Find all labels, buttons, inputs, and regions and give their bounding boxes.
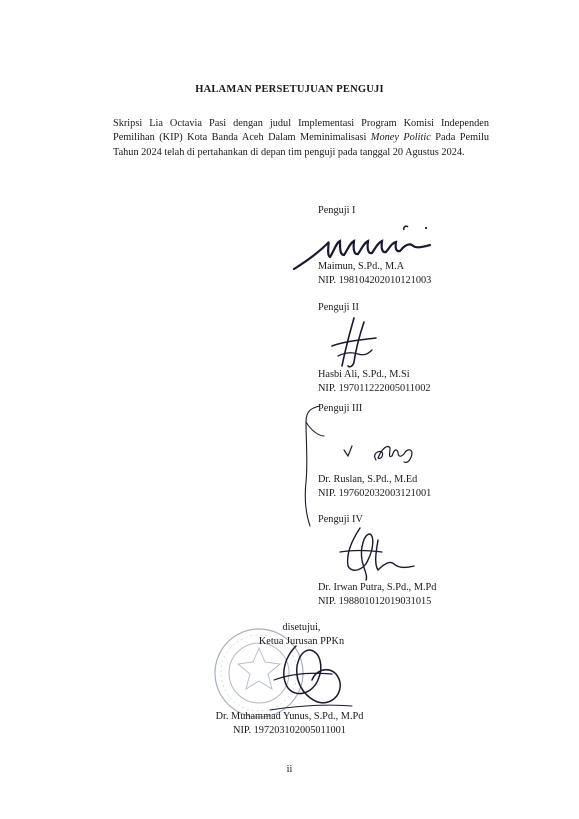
- examiner-2-role: Penguji II: [318, 302, 359, 313]
- approver-details: [0, 710, 579, 738]
- examiner-4-details: [318, 581, 436, 608]
- approved-label: disetujui,: [282, 622, 321, 633]
- examiner-2-signature: [328, 316, 388, 372]
- approver-position: Ketua Jurusan PPKn: [258, 636, 345, 647]
- examiner-3-role: Penguji III: [318, 403, 363, 414]
- statement-text-start: Skripsi Lia Octavia Pasi dengan judul Implementasi Program Komisi Independen Pemilihan (KIP) Kota Banda Aceh Dalam Meminimalisasi: [113, 118, 489, 144]
- examiner-1-nip: NIP. 198104202010121003: [318, 274, 432, 286]
- examiner-1-role: Penguji I: [318, 205, 356, 216]
- examiner-3-bracket-signature: [296, 402, 326, 532]
- examiner-4-role: Penguji IV: [318, 514, 363, 525]
- examiner-4-nip: NIP. 198801012019031015: [318, 595, 432, 607]
- examiner-3-nip: NIP. 197602032003121001: [318, 487, 432, 499]
- examiner-1-name: Maimun, S.Pd., M.A: [318, 261, 405, 272]
- approver-signature: [266, 640, 356, 714]
- examiner-2-name: Hasbi Ali, S.Pd., M.Si: [318, 369, 410, 380]
- page-number: ii: [286, 764, 293, 775]
- approval-statement: [113, 117, 489, 160]
- approver-name: Dr. Muhammad Yunus, S.Pd., M.Pd: [215, 711, 364, 722]
- examiner-3-signature: [340, 440, 420, 468]
- approver-nip: NIP. 197203102005011001: [233, 725, 346, 736]
- examiner-2-details: [318, 368, 431, 395]
- statement-emphasis: Money Politic: [370, 132, 431, 144]
- examiner-4-name: Dr. Irwan Putra, S.Pd., M.Pd: [318, 582, 437, 593]
- examiner-4-signature: [338, 524, 418, 582]
- statement-text-end: Pada Pemilu Tahun 2024 telah di pertahankan di depan tim penguji pada tanggal 20 Agustus 2024.: [113, 132, 489, 158]
- examiner-2-nip: NIP. 197011222005011002: [318, 382, 431, 394]
- examiner-3-name: Dr. Ruslan, S.Pd., M.Ed: [318, 474, 418, 485]
- page-title: HALAMAN PERSETUJUAN PENGUJI: [195, 84, 384, 95]
- examiner-1-details: [318, 260, 431, 287]
- examiner-3-details: [318, 473, 431, 500]
